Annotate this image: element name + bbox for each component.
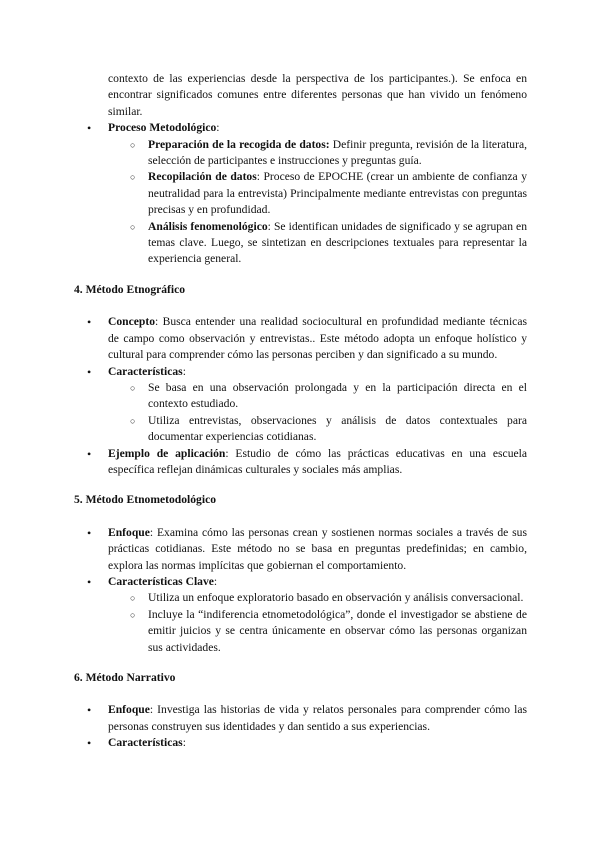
section6-list [74, 702, 527, 751]
subitem-term: Preparación de la recogida de datos: [148, 137, 330, 151]
sublist-item: ○ Utiliza un enfoque exploratorio basado en observación y análisis conversacional. [108, 590, 527, 606]
section-heading-6: 6. Método Narrativo [74, 671, 176, 684]
section4-list [74, 314, 527, 478]
item-term: Enfoque [108, 703, 150, 717]
proceso-subitem-1 [108, 137, 527, 170]
list-item: • Características: ○ Se basa en una observación prolongada y en la participación directa en el contexto estudiado. ○ Utiliza entrevistas, observaciones y análisis de datos contextuales para documentar experiencias cotidianas. [74, 364, 527, 446]
sublist-item: ○ Se basa en una observación prolongada y en la participación directa en el contexto estudiado. [108, 380, 527, 413]
list-item [74, 446, 527, 479]
item-text: : Estudio de cómo las prácticas educativas en una escuela específica reflejan dinámicas culturales y sociales más amplias. [108, 446, 528, 476]
list-item [74, 702, 527, 735]
proceso-label: Proceso Metodológico [108, 121, 217, 135]
proceso-sublist [108, 137, 527, 268]
sublist [108, 590, 527, 656]
proceso-item: • Proceso Metodológico: ○ Preparación de la recogida de datos: Definir pregunta, revisión de la literatura, selección de participantes e instrucciones y preguntas guía. ○ Recopilación de datos: Proceso de EPOCHE (crear un ambiente de confianza y neutralidad para la entrevista) Principalmente mediante entrevistas con preguntas precisas y en profundidad. ○ Análisis fenomenológico: Se identifican unidades de significado y se agrupan en temas clave. Luego, se sintetizan en descripciones textuales para representar la experiencia general. [74, 120, 527, 268]
sublist-item: ○ Utiliza entrevistas, observaciones y análisis de datos contextuales para documentar experiencias cotidianas. [108, 413, 527, 446]
item-term: Características Clave [108, 574, 214, 588]
subitem-term: Análisis fenomenológico [148, 219, 268, 233]
section5-list [74, 525, 527, 656]
proceso-subitem-2 [108, 169, 527, 218]
proceso-list [74, 120, 527, 268]
list-item: • Características: [74, 735, 527, 751]
proceso-subitem-3 [108, 219, 527, 268]
item-text: : Examina cómo las personas crean y sostienen normas sociales a través de sus prácticas cotidianas. Este método no se basa en preguntas predefinidas; en cambio, explora las normas implícitas que gobiernan el comportamiento. [108, 525, 527, 572]
item-text: : Investiga las historias de vida y relatos personales para comprender cómo las personas construyen sus identidades y dan sentido a sus experiencias. [108, 703, 527, 733]
intro-continuation: contexto de las experiencias desde la perspectiva de los participantes.). Se enfoca en encontrar significados comunes entre diferentes personas que han vivido un fenómeno similar. [108, 72, 527, 118]
list-item [74, 525, 527, 574]
section-heading-5: 5. Método Etnometodológico [74, 493, 217, 507]
item-term: Concepto [108, 315, 156, 329]
item-term: Ejemplo de aplicación [108, 446, 226, 460]
subitem-text: : Se identifican unidades de significado y se agrupan en temas clave. Luego, se sintetizan en descripciones textuales para representar la experiencia general. [148, 219, 528, 266]
subitem-term: Recopilación de datos [148, 170, 257, 184]
subitem-text: Definir pregunta, revisión de la literatura, selección de participantes e instrucciones y preguntas guía. [148, 137, 527, 168]
sublist-item: ○ Incluye la “indiferencia etnometodológica”, donde el investigador se abstiene de emitir juicios y se centra únicamente en observar cómo las personas organizan sus actividades. [108, 607, 527, 656]
item-term: Características [108, 736, 183, 750]
item-term: Características [108, 364, 183, 378]
sublist [108, 380, 527, 446]
item-term: Enfoque [108, 525, 150, 539]
subitem-text: : Proceso de EPOCHE (crear un ambiente de confianza y neutralidad para la entrevista) Principalmente mediante entrevistas con preguntas precisas y en profundidad. [148, 170, 527, 217]
list-item [74, 314, 527, 363]
section-heading-4: 4. Método Etnográfico [74, 282, 186, 296]
list-item: • Características Clave: ○ Utiliza un enfoque exploratorio basado en observación y análisis conversacional. ○ Incluye la “indiferencia etnometodológica”, donde el investigador se abstiene de emitir juicios y se centra únicamente en observar cómo las personas organizan sus actividades. [74, 574, 527, 656]
item-text: : Busca entender una realidad sociocultural en profundidad mediante técnicas de campo como observación y entrevistas.. Este método adopta un enfoque holístico y cultural para comprender cómo las personas perciben y dan significado a su mundo. [108, 315, 527, 362]
